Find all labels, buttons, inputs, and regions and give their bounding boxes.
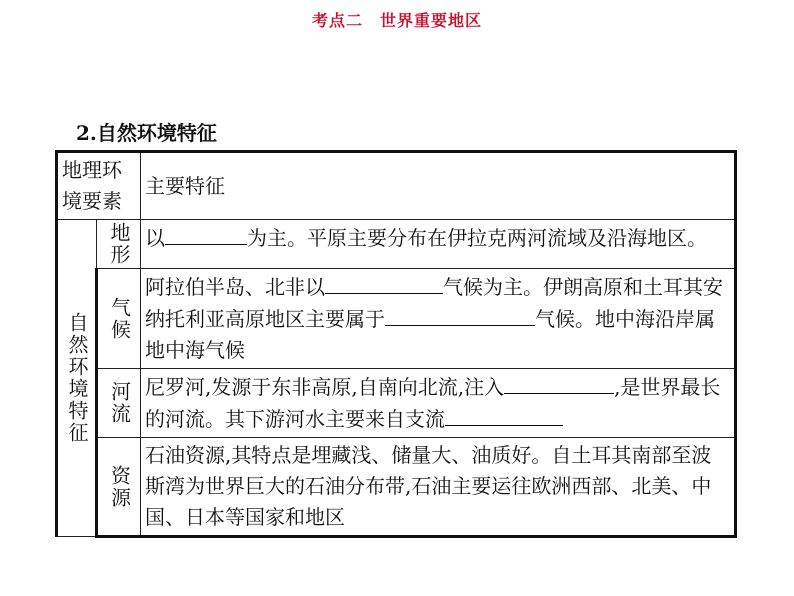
answer-blank[interactable] <box>385 303 535 326</box>
text-segment: ,是世界最长的河流。其下游河水主要来自支流 <box>145 375 721 431</box>
answer-blank[interactable] <box>504 371 614 394</box>
header-cell-features: 主要特征 <box>141 152 736 220</box>
text-segment: 以 <box>145 226 165 250</box>
answer-blank[interactable] <box>165 222 247 245</box>
row-content-resources: 石油资源,其特点是埋藏浅、储量大、油质好。自土耳其南部至波斯湾为世界巨大的石油分布带,石油主要运往欧洲西部、北美、中国、日本等国家和地区 <box>141 438 736 537</box>
table-row <box>57 369 736 438</box>
text-segment: 尼罗河,发源于东非高原,自南向北流,注入 <box>145 375 505 399</box>
row-label-resources: 资源 <box>97 438 141 537</box>
answer-blank[interactable] <box>445 403 563 426</box>
row-label-rivers: 河流 <box>97 369 141 438</box>
page-header-title: 考点二 世界重要地区 <box>311 11 482 30</box>
group-label-cell: 自然环境特征 <box>57 220 97 537</box>
section-title: 2.自然环境特征 <box>76 121 217 145</box>
table-header-row <box>57 152 736 220</box>
features-table <box>55 150 737 538</box>
row-label-terrain: 地形 <box>97 220 141 269</box>
answer-blank[interactable] <box>325 271 443 294</box>
row-content-climate <box>141 269 736 369</box>
header-cell-elements: 地理环境要素 <box>57 152 141 220</box>
text-segment: 气候。地中海沿岸属地中海气候 <box>145 307 715 362</box>
table-row <box>57 438 736 537</box>
table-row <box>57 269 736 369</box>
table-row <box>57 220 736 269</box>
text-segment: 阿拉伯半岛、北非以 <box>145 275 325 299</box>
row-content-terrain <box>141 220 736 269</box>
row-label-climate: 气候 <box>97 269 141 369</box>
text-segment: 为主。平原主要分布在伊拉克两河流域及沿海地区。 <box>247 226 707 250</box>
row-content-rivers <box>141 369 736 438</box>
text-segment: 气候为主。伊朗高原和土耳其安纳托利亚高原地区主要属于 <box>145 275 723 331</box>
